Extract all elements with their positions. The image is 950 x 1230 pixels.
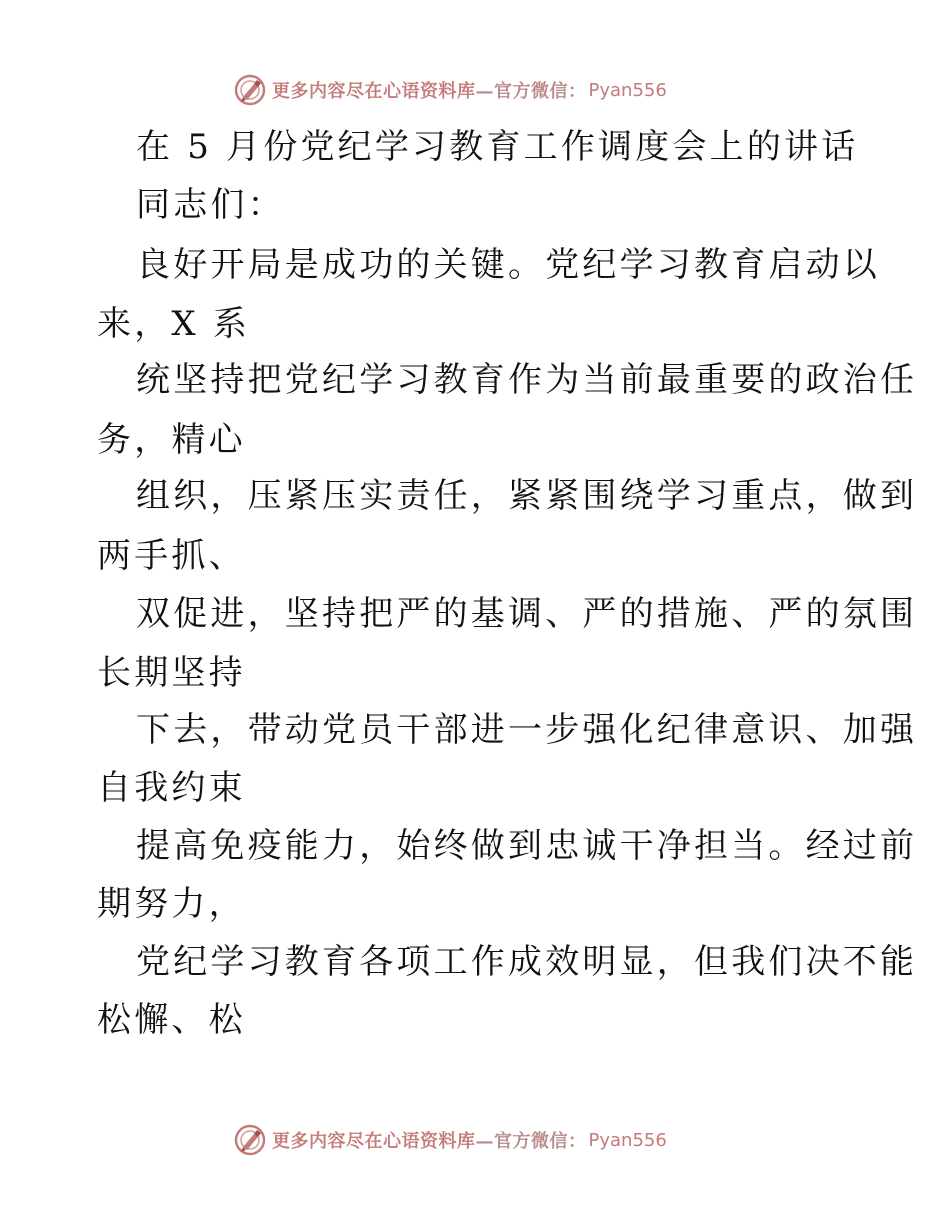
text-line: 良好开局是成功的关键。党纪学习教育启动以	[136, 245, 880, 285]
text-line: 长期坚持	[97, 653, 246, 693]
watermark-wechat-id: Pyan556	[588, 79, 667, 101]
watermark-sub-text: —官方微信：	[475, 81, 587, 102]
text-line: 组织，压紧压实责任，紧紧围绕学习重点，做到	[136, 476, 918, 516]
text-line: 党纪学习教育各项工作成效明显，但我们决不能	[136, 942, 918, 982]
watermark-main-text: 更多内容尽在心语资料库	[272, 81, 476, 102]
footer-watermark	[234, 1122, 667, 1158]
text-line: 务，精心	[97, 420, 246, 460]
watermark-wechat-id: Pyan556	[588, 1129, 667, 1151]
text-line: 期努力，	[97, 884, 246, 924]
text-line: 提高免疫能力，始终做到忠诚干净担当。经过前	[136, 826, 918, 866]
text-line: 双促进，坚持把严的基调、严的措施、严的氛围	[136, 594, 918, 634]
salutation: 同志们：	[136, 185, 285, 225]
watermark-sub-text: —官方微信：	[475, 1131, 587, 1152]
text-line: 两手抓、	[97, 536, 246, 576]
text-line: 下去，带动党员干部进一步强化纪律意识、加强	[136, 710, 918, 750]
watermark-main-text: 更多内容尽在心语资料库	[272, 1131, 476, 1152]
text-line: 统坚持把党纪学习教育作为当前最重要的政治任	[136, 360, 918, 400]
text-line: 松懈、松	[97, 1000, 246, 1040]
text-line: 自我约束	[97, 768, 246, 808]
pen-logo-icon	[234, 1124, 266, 1156]
document-title: 在 5 月份党纪学习教育工作调度会上的讲话	[136, 127, 859, 167]
text-line: 来，X 系	[97, 304, 251, 344]
